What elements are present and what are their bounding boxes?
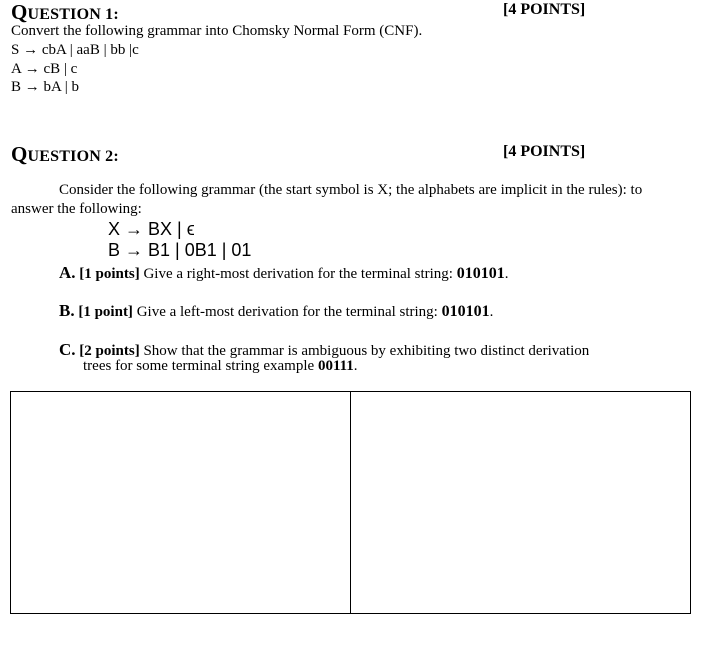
part-a-label: A. xyxy=(59,263,76,282)
question-1-instruction: Convert the following grammar into Chomsky Normal Form (CNF). xyxy=(11,23,423,39)
part-c-points: [2 points] xyxy=(79,343,140,359)
part-b-points: [1 point] xyxy=(78,304,133,320)
grammar-rule-b2: B → B1 | 0B1 | 01 xyxy=(108,240,252,260)
grammar-rule-s: S → cbA | aaB | bb |c xyxy=(11,42,139,58)
question-1-points: [4 POINTS] xyxy=(503,1,586,18)
answer-box-left[interactable] xyxy=(11,392,350,613)
question-2-points: [4 POINTS] xyxy=(503,143,586,160)
question-2-title: QUESTION 2: xyxy=(11,142,119,166)
part-a: A. [1 points] Give a right-most derivation for the terminal string: 010101. xyxy=(59,263,509,282)
question-2-intro-cont: answer the following: xyxy=(11,201,142,217)
part-c-label: C. xyxy=(59,340,76,359)
part-b-label: B. xyxy=(59,301,75,320)
part-b: B. [1 point] Give a left-most derivation for the terminal string: 010101. xyxy=(59,301,494,320)
grammar-rule-b: B → bA | b xyxy=(11,79,80,95)
question-2-intro: Consider the following grammar (the start symbol is X; the alphabets are implicit in the rules): to xyxy=(59,182,643,198)
answer-table xyxy=(10,391,691,614)
answer-box-right[interactable] xyxy=(350,392,690,613)
part-a-points: [1 points] xyxy=(79,266,140,282)
grammar-rule-a: A → cB | c xyxy=(11,61,78,77)
question-1-title: QUESTION 1: xyxy=(11,0,119,24)
part-c: C. [2 points] Show that the grammar is ambiguous by exhibiting two distinct derivation xyxy=(59,340,590,359)
grammar-rule-x: X → BX | ϵ xyxy=(108,219,195,239)
part-c-line2: trees for some terminal string example 00111. xyxy=(83,358,358,374)
